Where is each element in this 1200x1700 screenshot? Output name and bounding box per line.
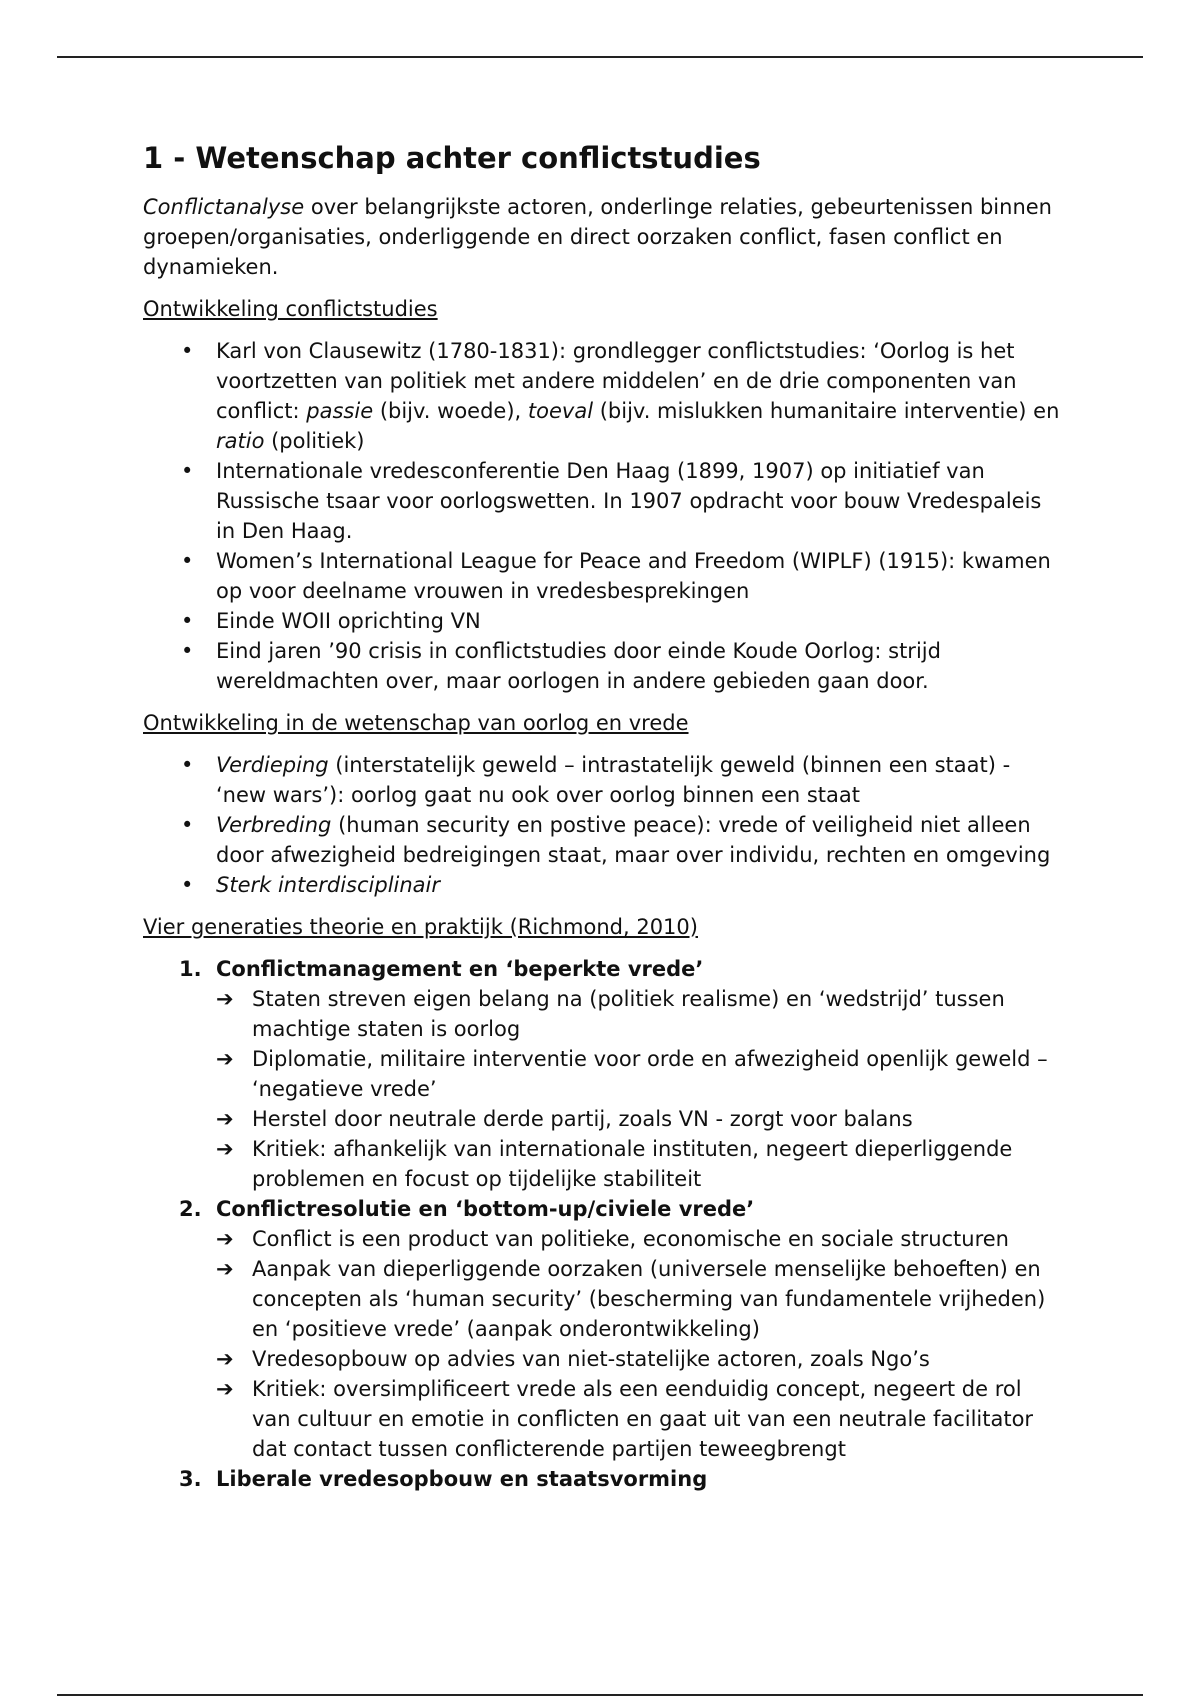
section-heading-development: Ontwikkeling conflictstudies: [143, 297, 438, 321]
list-item: ➔ Kritiek: afhankelijk van internationale instituten, negeert dieperliggende problemen en focust op tijdelijke stabiliteit: [216, 1134, 1063, 1194]
bullet-icon: •: [181, 639, 194, 663]
generations-list: [143, 954, 1063, 1494]
list-item: • Verdieping (interstatelijk geweld – intrastatelijk geweld (binnen een staat) - ‘new wars’): oorlog gaat nu ook over oorlog binnen een staat: [143, 750, 1063, 810]
generation-points: [216, 984, 1063, 1194]
list-item: • Sterk interdisciplinair: [143, 870, 1063, 900]
bullet-icon: •: [181, 459, 194, 483]
list-item: • Eind jaren ’90 crisis in conflictstudies door einde Koude Oorlog: strijd wereldmachten over, maar oorlogen in andere gebieden gaan door.: [143, 636, 1063, 696]
intro-term: Conflictanalyse: [143, 195, 305, 219]
arrow-icon: ➔: [216, 1347, 234, 1371]
list-item: ➔ Conflict is een product van politieke, economische en sociale structuren: [216, 1224, 1063, 1254]
bullet-icon: •: [181, 753, 194, 777]
intro-paragraph: [143, 192, 1063, 282]
arrow-icon: ➔: [216, 1047, 234, 1071]
development-list: [143, 336, 1063, 696]
arrow-icon: ➔: [216, 1377, 234, 1401]
arrow-icon: ➔: [216, 1137, 234, 1161]
generation-title: Conflictmanagement en ‘beperkte vrede’: [216, 957, 704, 981]
bullet-icon: •: [181, 549, 194, 573]
list-item: ➔ Kritiek: oversimplificeert vrede als een eenduidig concept, negeert de rol van cultuur en emotie in conflicten en gaat uit van een neutrale facilitator dat contact tussen conflicterende partijen teweegbrengt: [216, 1374, 1063, 1464]
science-list: [143, 750, 1063, 900]
generation-item: [143, 1194, 1063, 1464]
list-item: ➔ Diplomatie, militaire interventie voor orde en afwezigheid openlijk geweld – ‘negatieve vrede’: [216, 1044, 1063, 1104]
list-item: ➔ Vredesopbouw op advies van niet-statelijke actoren, zoals Ngo’s: [216, 1344, 1063, 1374]
bullet-icon: •: [181, 339, 194, 363]
generation-number: 3.: [179, 1467, 202, 1491]
list-item: • Internationale vredesconferentie Den Haag (1899, 1907) op initiatief van Russische tsaar voor oorlogswetten. In 1907 opdracht voor bouw Vredespaleis in Den Haag.: [143, 456, 1063, 546]
generation-item: [143, 1464, 1063, 1494]
page-title: 1 - Wetenschap achter conflictstudies: [143, 141, 761, 175]
list-item: • Verbreding (human security en postive peace): vrede of veiligheid niet alleen door afwezigheid bedreigingen staat, maar over individu, rechten en omgeving: [143, 810, 1063, 870]
list-item: • Karl von Clausewitz (1780-1831): grondlegger conflictstudies: ‘Oorlog is het voortzetten van politiek met andere middelen’ en de drie componenten van conflict: passie (bijv. woede), toeval (bijv. mislukken humanitaire interventie) en ratio (politiek): [143, 336, 1063, 456]
document-body: [143, 138, 1063, 1494]
generation-points: [216, 1224, 1063, 1464]
intro-text: over belangrijkste actoren, onderlinge relaties, gebeurtenissen binnen groepen/organisaties, onderliggende en direct oorzaken conflict, fasen conflict en dynamieken.: [143, 195, 1052, 279]
list-item: ➔ Staten streven eigen belang na (politiek realisme) en ‘wedstrijd’ tussen machtige staten is oorlog: [216, 984, 1063, 1044]
generation-number: 2.: [179, 1197, 202, 1221]
arrow-icon: ➔: [216, 1107, 234, 1131]
generation-item: [143, 954, 1063, 1194]
list-item: ➔ Herstel door neutrale derde partij, zoals VN - zorgt voor balans: [216, 1104, 1063, 1134]
list-item: • Einde WOII oprichting VN: [143, 606, 1063, 636]
bullet-icon: •: [181, 873, 194, 897]
generation-number: 1.: [179, 957, 202, 981]
list-item: ➔ Aanpak van dieperliggende oorzaken (universele menselijke behoeften) en concepten als ‘human security’ (bescherming van fundamentele vrijheden) en ‘positieve vrede’ (aanpak onderontwikkeling): [216, 1254, 1063, 1344]
section-heading-generations: Vier generaties theorie en praktijk (Richmond, 2010): [143, 915, 698, 939]
bullet-icon: •: [181, 609, 194, 633]
header-rule: [57, 56, 1143, 58]
section-heading-science: Ontwikkeling in de wetenschap van oorlog en vrede: [143, 711, 689, 735]
footer-rule: [57, 1694, 1143, 1696]
arrow-icon: ➔: [216, 1227, 234, 1251]
generation-title: Liberale vredesopbouw en staatsvorming: [216, 1467, 708, 1491]
generation-title: Conflictresolutie en ‘bottom-up/civiele vrede’: [216, 1197, 755, 1221]
list-item: • Women’s International League for Peace and Freedom (WIPLF) (1915): kwamen op voor deelname vrouwen in vredesbesprekingen: [143, 546, 1063, 606]
arrow-icon: ➔: [216, 987, 234, 1011]
arrow-icon: ➔: [216, 1257, 234, 1281]
bullet-icon: •: [181, 813, 194, 837]
